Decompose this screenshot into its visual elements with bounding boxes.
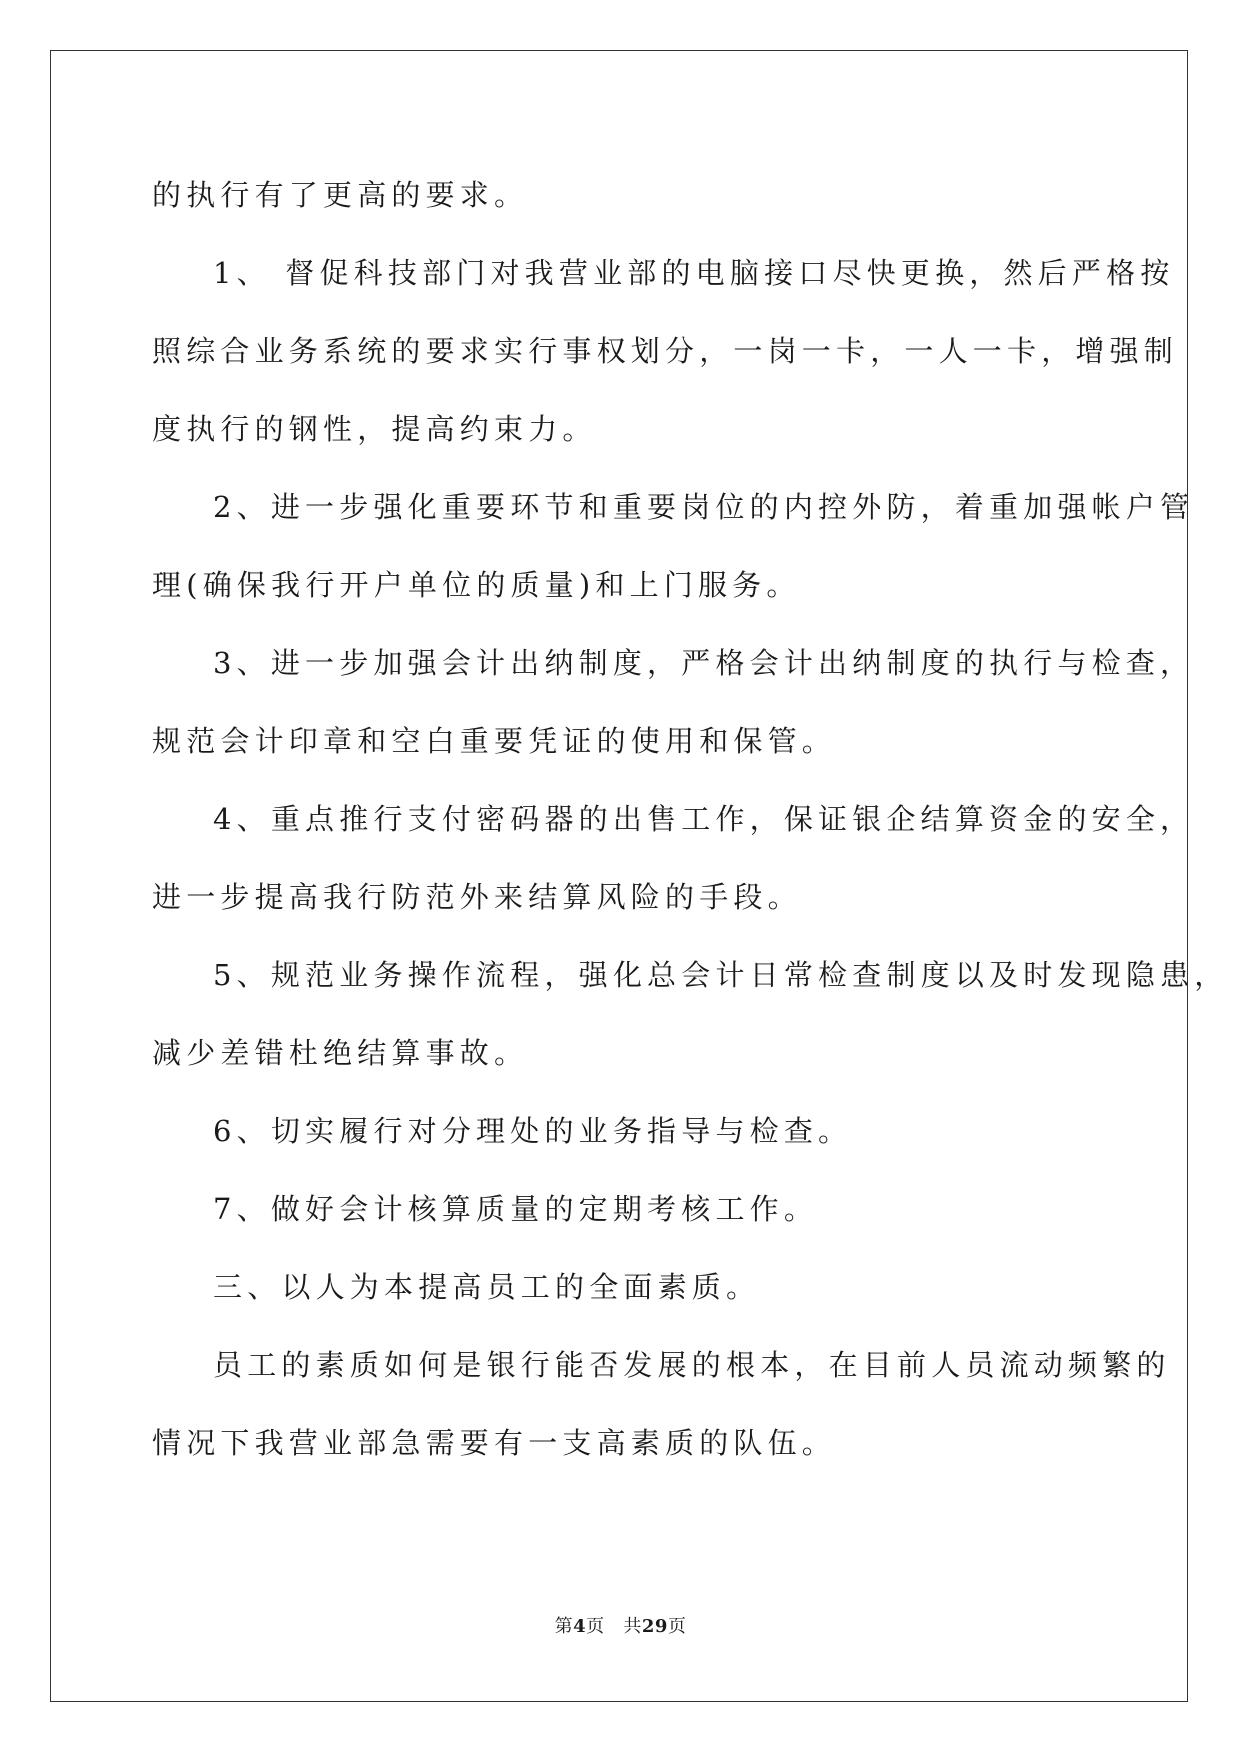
footer-total-pages: 29 <box>641 1616 668 1637</box>
footer-total-suffix: 页 <box>667 1616 687 1637</box>
paragraph-line: 理(确保我行开户单位的质量)和上门服务。 <box>152 568 801 602</box>
paragraph-line: 规范会计印章和空白重要凭证的使用和保管。 <box>152 724 837 758</box>
paragraph-line: 减少差错杜绝结算事故。 <box>152 1036 529 1070</box>
paragraph-line: 2、进一步强化重要环节和重要岗位的内控外防，着重加强帐户管 <box>213 490 1195 524</box>
paragraph-line: 6、切实履行对分理处的业务指导与检查。 <box>213 1114 853 1148</box>
paragraph-line: 4、重点推行支付密码器的出售工作，保证银企结算资金的安全， <box>213 802 1195 836</box>
footer-page-number: 4 <box>573 1616 587 1637</box>
document-body <box>152 156 1229 1482</box>
paragraph-line: 情况下我营业部急需要有一支高素质的队伍。 <box>152 1426 837 1460</box>
paragraph-line: 7、做好会计核算质量的定期考核工作。 <box>213 1192 819 1226</box>
paragraph-line: 3、进一步加强会计出纳制度，严格会计出纳制度的执行与检查， <box>213 646 1195 680</box>
paragraph-line: 进一步提高我行防范外来结算风险的手段。 <box>152 880 802 914</box>
footer-page-prefix: 第 <box>554 1616 574 1637</box>
footer-page-suffix: 页 <box>586 1616 605 1637</box>
paragraph-line: 员工的素质如何是银行能否发展的根本，在目前人员流动频繁的 <box>213 1348 1171 1382</box>
page-footer <box>0 1612 1241 1638</box>
paragraph-line: 5、规范业务操作流程，强化总会计日常检查制度以及时发现隐患， <box>213 958 1229 992</box>
paragraph-line: 度执行的钢性，提高约束力。 <box>152 412 597 446</box>
footer-total-prefix: 共 <box>623 1616 642 1637</box>
paragraph-line: 1、 督促科技部门对我营业部的电脑接口尽快更换，然后严格按 <box>213 256 1175 290</box>
section-heading: 三、以人为本提高员工的全面素质。 <box>213 1270 761 1304</box>
paragraph-line: 的执行有了更高的要求。 <box>152 178 529 212</box>
paragraph-line: 照综合业务系统的要求实行事权划分，一岗一卡，一人一卡，增强制 <box>152 334 1179 368</box>
